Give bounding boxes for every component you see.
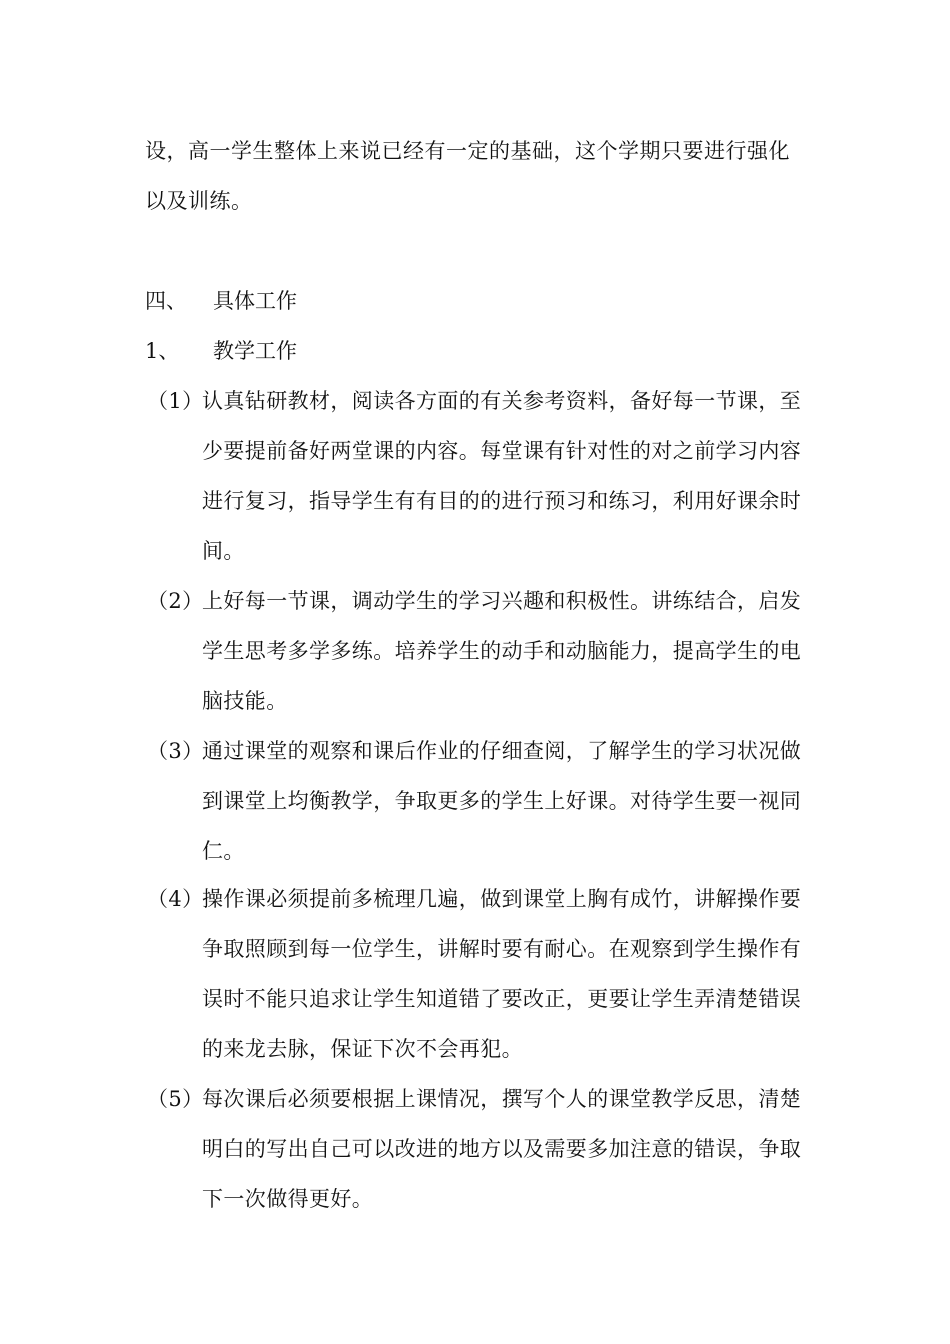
list-item <box>145 576 810 726</box>
list-item-marker: （3） <box>147 739 204 763</box>
list-item-text: 上好每一节课，调动学生的学习兴趣和积极性。讲练结合，启发学生思考多学多练。培养学生的动手和动脑能力，提高学生的电脑技能。 <box>202 589 802 713</box>
list-item-marker: （1） <box>147 389 204 413</box>
list-item-text: 通过课堂的观察和课后作业的仔细查阅，了解学生的学习状况做到课堂上均衡教学，争取更多的学生上好课。对待学生要一视同仁。 <box>202 739 802 863</box>
list-item <box>145 1074 810 1224</box>
list-item-marker: （5） <box>147 1087 204 1111</box>
list-item <box>145 874 810 1074</box>
list-item <box>145 376 810 576</box>
subsection-number: 1、 <box>145 339 180 363</box>
list-item-text: 每次课后必须要根据上课情况，撰写个人的课堂教学反思，清楚明白的写出自己可以改进的地方以及需要多加注意的错误，争取下一次做得更好。 <box>202 1087 802 1211</box>
list-item-marker: （2） <box>147 589 204 613</box>
list-item-marker: （4） <box>147 887 204 911</box>
list-item-text: 操作课必须提前多梳理几遍，做到课堂上胸有成竹，讲解操作要争取照顾到每一位学生，讲解时要有耐心。在观察到学生操作有误时不能只追求让学生知道错了要改正，更要让学生弄清楚错误的来龙去脉，保证下次不会再犯。 <box>202 887 802 1061</box>
subsection-heading <box>145 326 297 376</box>
section-title: 具体工作 <box>213 289 297 313</box>
list-item-text: 认真钻研教材，阅读各方面的有关参考资料，备好每一节课，至少要提前备好两堂课的内容。每堂课有针对性的对之前学习内容进行复习，指导学生有有目的的进行预习和练习，利用好课余时间。 <box>202 389 802 563</box>
section-number: 四、 <box>145 289 187 313</box>
section-heading <box>145 276 297 326</box>
list-item <box>145 726 810 876</box>
intro-paragraph: 设，高一学生整体上来说已经有一定的基础，这个学期只要进行强化以及训练。 <box>145 139 790 213</box>
subsection-title: 教学工作 <box>213 339 297 363</box>
